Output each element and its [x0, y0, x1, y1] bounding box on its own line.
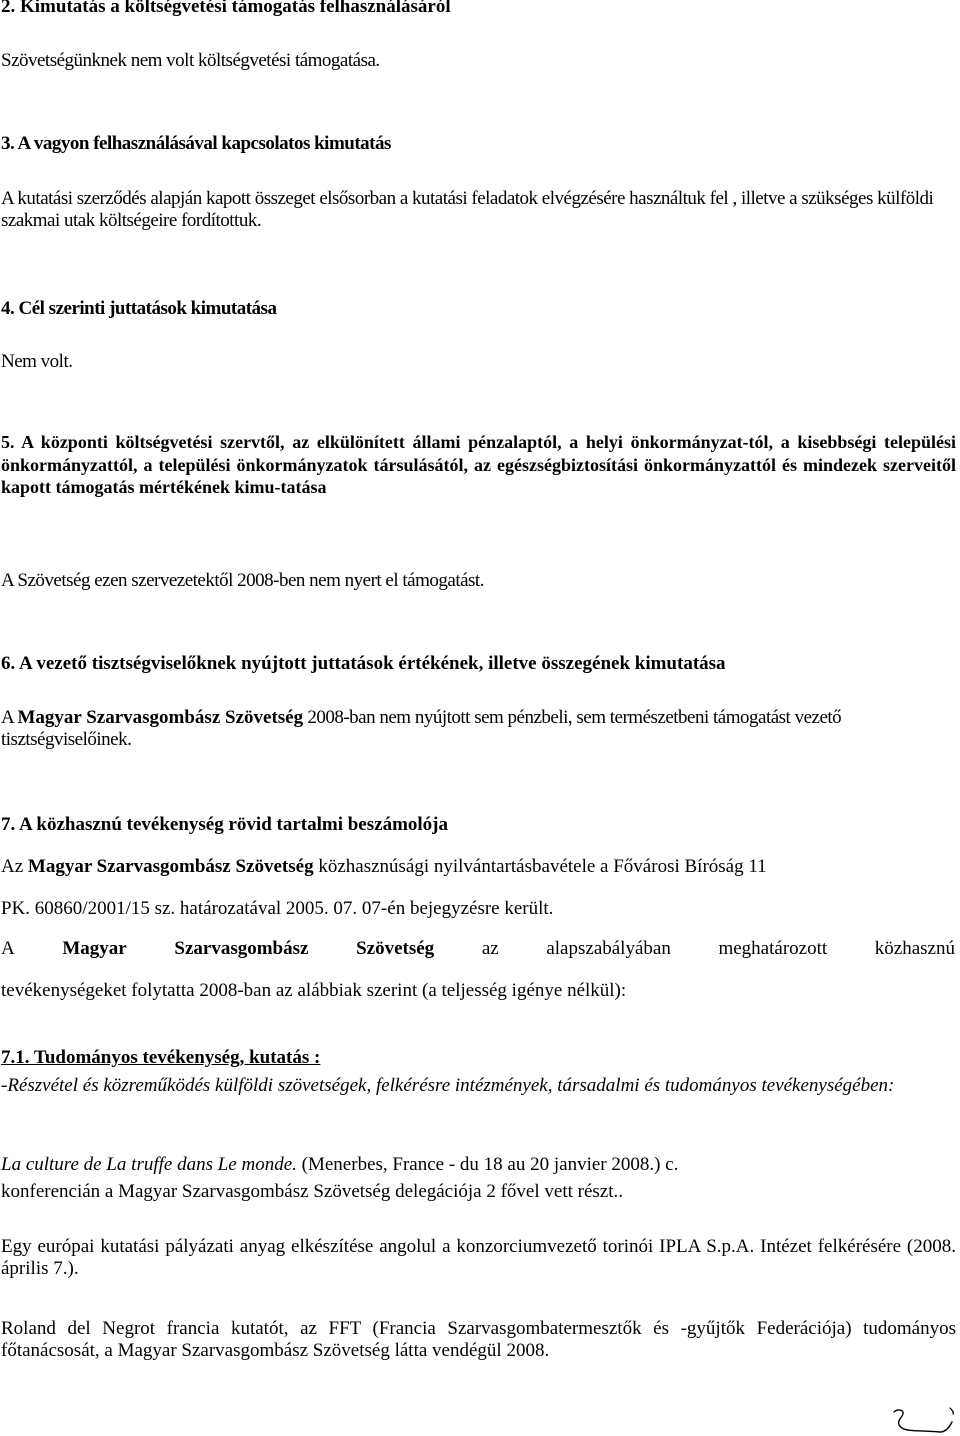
- section-3-heading: 3. A vagyon felhasználásával kapcsolatos kimutatás: [1, 133, 391, 154]
- section-7-para-2-line-2: tevékenységeket folytatta 2008-ban az alábbiak szerint (a teljesség igénye nélkül):: [1, 980, 627, 1001]
- section-7-1-para-2: Egy európai kutatási pályázati anyag elkészítése angolul a konzorciumvezető torinói IPLA S.p.A. Intézet felkérésére (2008. április 7.).: [1, 1236, 956, 1279]
- section-7-heading: 7. A közhasznú tevékenység rövid tartalmi beszámolója: [1, 814, 449, 835]
- word-magyar: Magyar: [62, 938, 127, 959]
- event-title: La culture de La truffe dans Le monde.: [1, 1154, 297, 1175]
- section-6-body-post: 2008-ban nem nyújtott sem pénzbeli, sem természetbeni támogatást vezető tisztségviselőinek.: [1, 707, 842, 750]
- word-a: A: [1, 938, 15, 959]
- section-5-heading: 5. A központi költségvetési szervtől, az elkülönített állami pénzalaptól, a helyi önkormányzat-tól, a kisebbségi települési önkormányzattól, a települési önkormányzatok társulásától, az egészségbiztosítási önkormányzattól és mindezek szerveitől kapott támogatás mértékének kimu-tatása: [1, 432, 956, 497]
- section-7-para-2-line-1: [1, 938, 955, 960]
- section-6-body: [1, 707, 956, 751]
- section-7-1-heading: 7.1. Tudományos tevékenység, kutatás :: [1, 1047, 321, 1068]
- word-szarvasgombasz: Szarvasgombász: [174, 938, 309, 959]
- section-7-org-name: Magyar Szarvasgombász Szövetség: [27, 856, 314, 877]
- word-alapszabalyaban: alapszabályában: [546, 938, 671, 959]
- word-az: az: [481, 938, 499, 959]
- event-line-1: [1, 1154, 956, 1176]
- section-2-body: Szövetségünknek nem volt költségvetési támogatása.: [1, 50, 380, 71]
- word-kozhasznu: közhasznú: [874, 938, 955, 959]
- section-3-body: A kutatási szerződés alapján kapott összeget elsősorban a kutatási feladatok elvégzésére használtuk fel , illetve a szükséges külföldi szakmai utak költségeire fordítottuk.: [1, 188, 934, 231]
- word-meghatarozott: meghatározott: [718, 938, 828, 959]
- section-6-org-name: Magyar Szarvasgombász Szövetség: [17, 707, 304, 728]
- event-details: (Menerbes, France - du 18 au 20 janvier 2008.) c.: [296, 1154, 679, 1175]
- section-4-body: Nem volt.: [1, 351, 73, 372]
- section-7-para-1-line-2: PK. 60860/2001/15 sz. határozatával 2005. 07. 07-én bejegyzésre került.: [1, 898, 554, 919]
- section-4-heading: 4. Cél szerinti juttatások kimutatása: [1, 298, 277, 319]
- section-7-para-1-post: közhasznúsági nyilvántartásbavétele a Fővárosi Bíróság 11: [313, 856, 767, 877]
- section-7-1-intro: -Részvétel és közreműködés külföldi szövetségek, felkérésre intézmények, társadalmi és tudományos tevékenységében:: [1, 1075, 895, 1096]
- handwritten-signature: [888, 1402, 958, 1434]
- section-5-body: A Szövetség ezen szervezetektől 2008-ben nem nyert el támogatást.: [1, 570, 484, 591]
- word-szovetseg: Szövetség: [356, 938, 435, 959]
- section-7-1-para-3: Roland del Negrot francia kutatót, az FFT (Francia Szarvasgombatermesztők és -gyűjtők Federációja) tudományos főtanácsosát, a Magyar Szarvasgombász Szövetség látta vendégül 2008.: [1, 1318, 956, 1361]
- section-7-para-1-line-1: [1, 856, 956, 878]
- event-line-2: konferencián a Magyar Szarvasgombász Szövetség delegációja 2 fővel vett részt..: [1, 1181, 623, 1202]
- section-2-heading: 2. Kimutatás a költségvetési támogatás felhasználásáról: [1, 0, 451, 17]
- section-6-body-pre: A: [1, 707, 18, 728]
- section-6-heading: 6. A vezető tisztségviselőknek nyújtott juttatások értékének, illetve összegének kimutatása: [1, 653, 726, 674]
- section-7-para-1-pre: Az: [1, 856, 28, 877]
